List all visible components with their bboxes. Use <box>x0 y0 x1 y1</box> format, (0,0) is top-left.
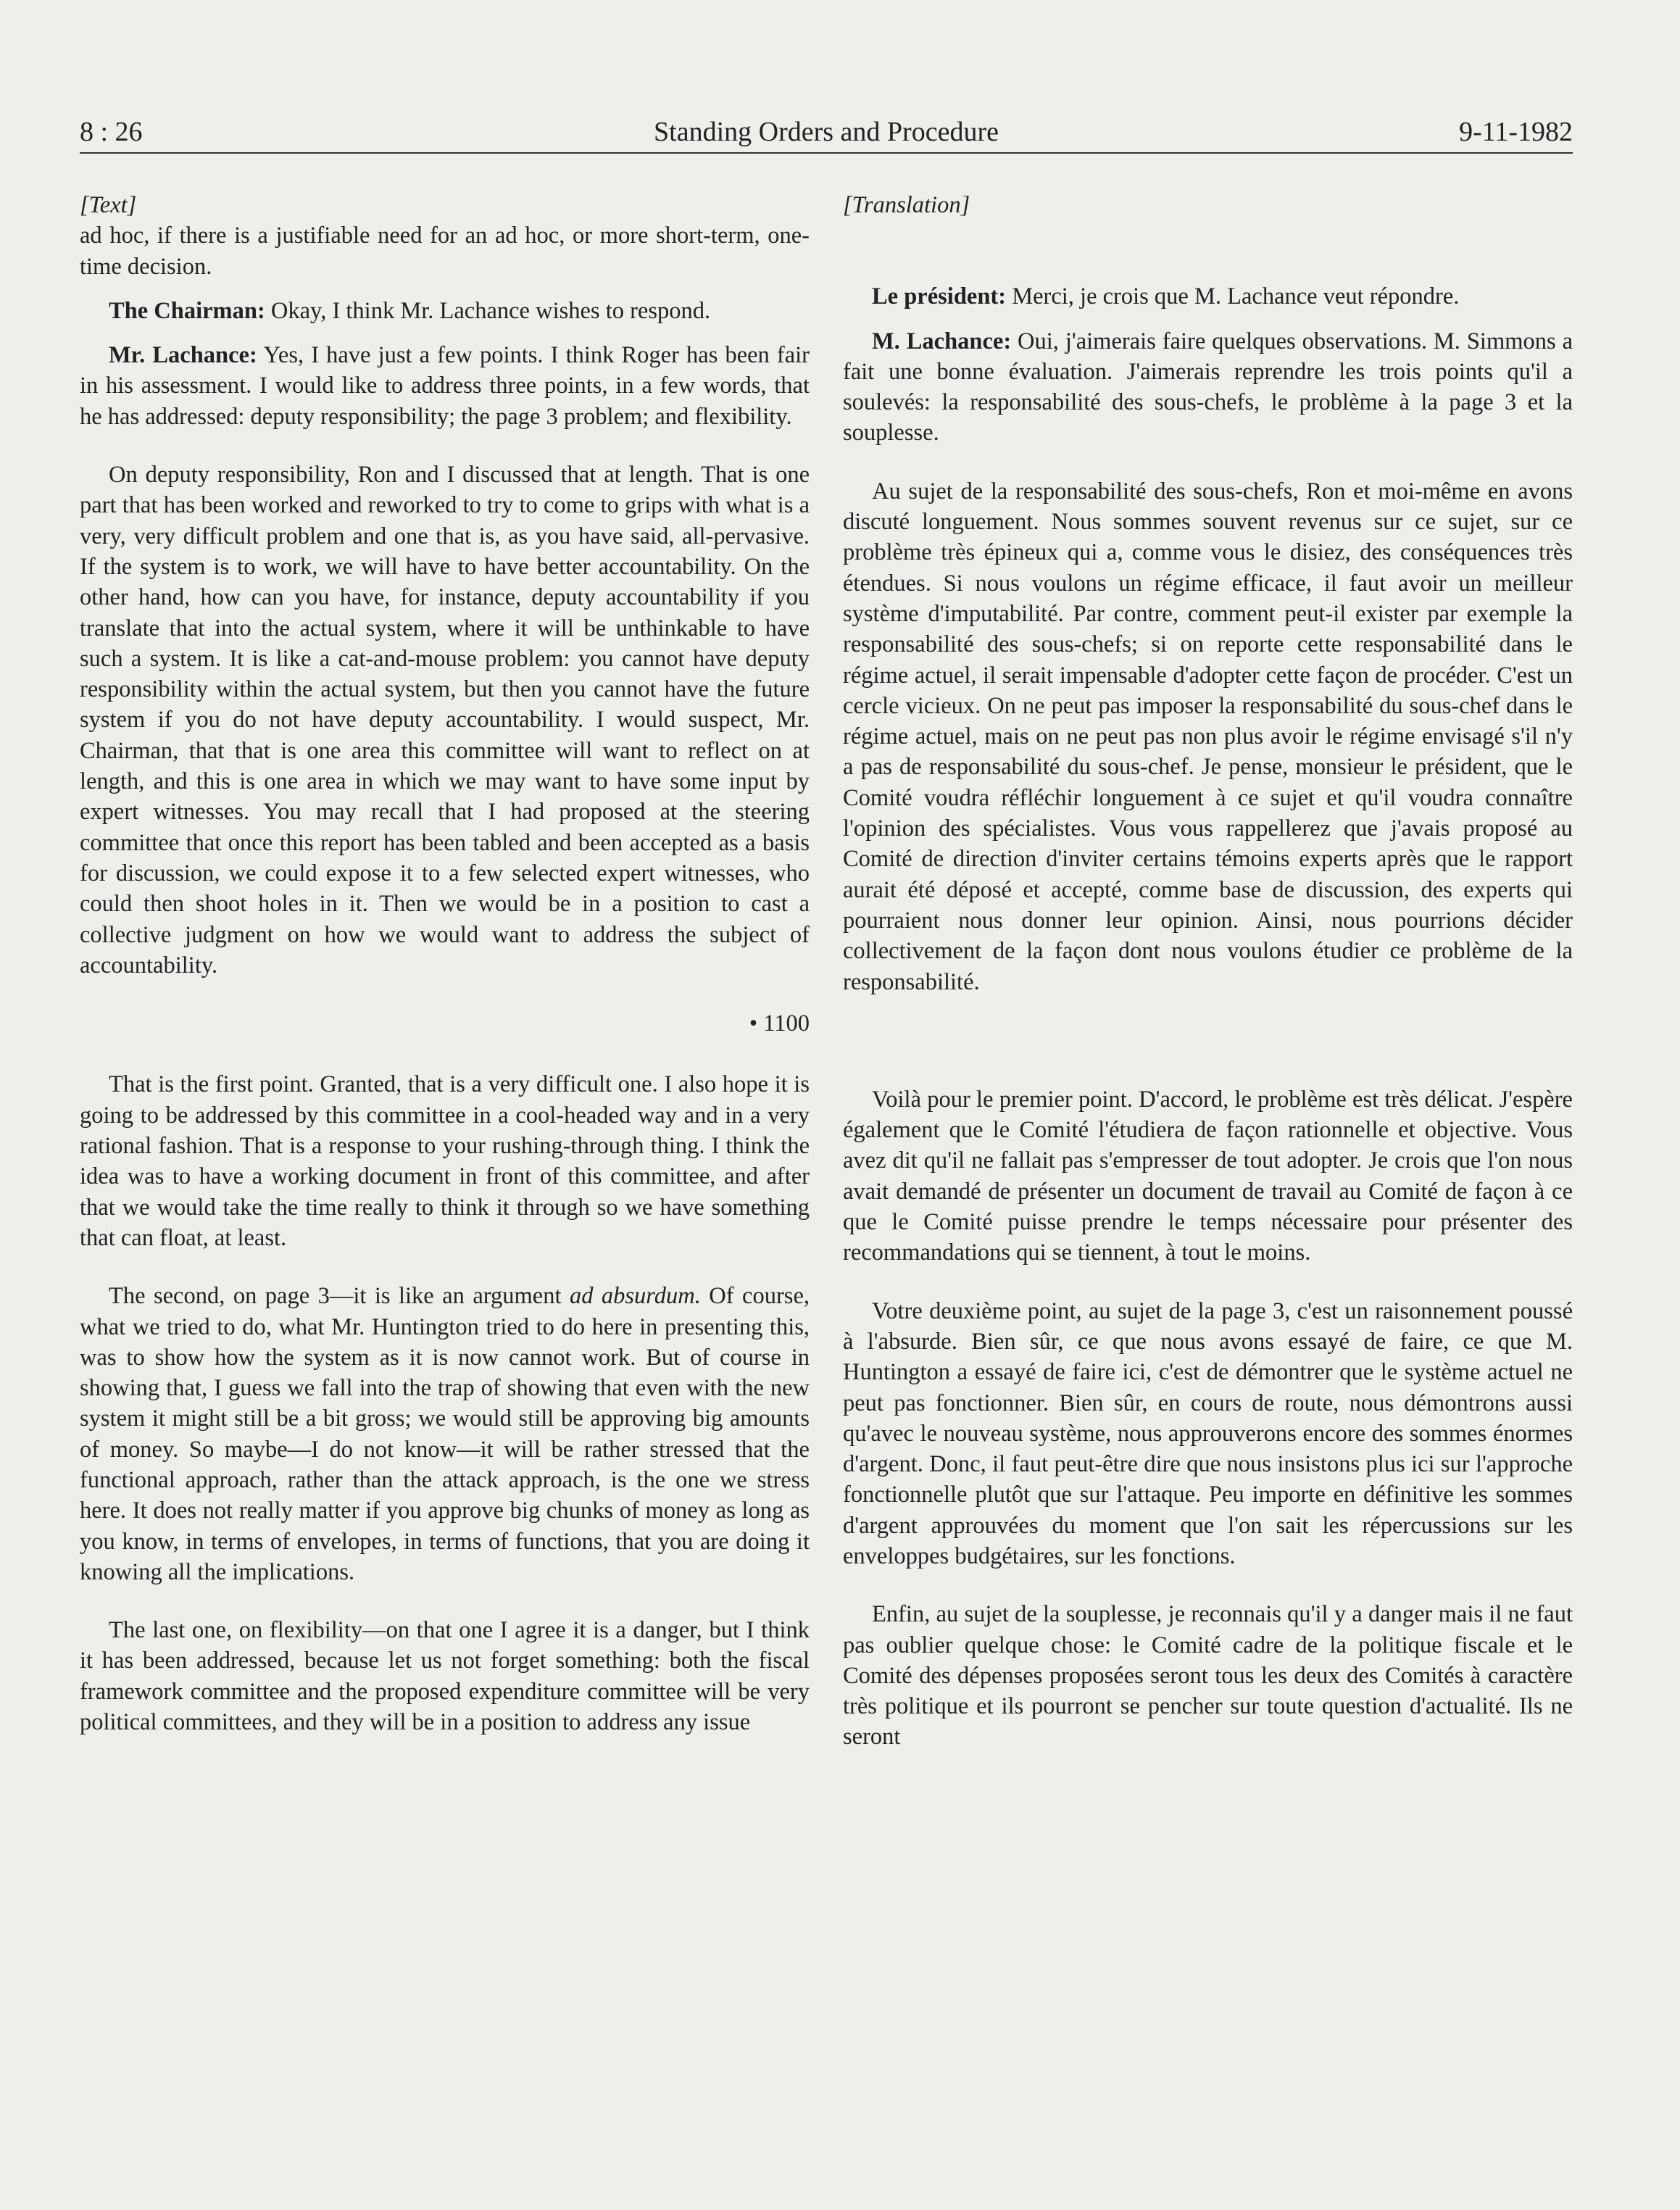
speech-text: Yes, I have just a few points. I think Roger has been fair in his assessment. I would like to address three points, in a few words, that he has addressed: deputy responsibility; the page 3 problem; and flexibility. <box>80 342 810 430</box>
paragraph: The last one, on flexibility—on that one I agree it is a danger, but I think it has been addressed, because let us not forget something: both the fiscal framework committee and the proposed expenditure committee will be very political committees, and they will be in a position to address any issue <box>80 1617 810 1736</box>
paragraph <box>80 296 810 326</box>
page-header <box>80 115 1573 154</box>
french-column <box>843 190 1573 1766</box>
header-date: 9-11-1982 <box>1459 117 1573 147</box>
speech-text: The second, on page 3—it is like an argument <box>109 1283 570 1310</box>
text-tag: [Text] <box>80 192 137 218</box>
speaker-name: Le président: <box>872 283 1007 310</box>
paragraph <box>843 281 1573 312</box>
speech-text: Merci, je crois que M. Lachance veut répondre. <box>1006 283 1460 310</box>
speaker-name: The Chairman: <box>109 297 265 324</box>
translation-tag: [Translation] <box>843 192 970 218</box>
running-title: Standing Orders and Procedure <box>654 117 999 147</box>
page-number: 8 : 26 <box>80 117 143 147</box>
paragraph: Voilà pour le premier point. D'accord, le problème est très délicat. J'espère également que le Comité l'étudiera de façon rationnelle et objective. Vous avez dit qu'il ne fallait pas s'empresser de tout adopter. Je crois que l'on nous avait demandé de présenter un document de travail au Comité de façon à ce que le Comité puisse prendre le temps nécessaire pour présenter des recommandations qui se tiennent, à tout le moins. <box>843 1086 1573 1266</box>
speech-text: Of course, what we tried to do, what Mr. Huntington tried to do here in presenting this, was to show how the system as it is now cannot work. But of course in showing that, I guess we fall into the trap of showing that even with the new system it might still be a bit gross; we would still be approving big amounts of money. So maybe—I do not know—it will be rather stressed that the functional approach, rather than the attack approach, is the one we stress here. It does not really matter if you approve big chunks of money as long as you know, in terms of envelopes, in terms of functions, that you are doing it knowing all the implications. <box>80 1283 810 1585</box>
paragraph <box>843 326 1573 449</box>
paragraph: Au sujet de la responsabilité des sous-chefs, Ron et moi-même en avons discuté longuement. Nous sommes souvent revenus sur ce sujet, sur ce problème très épineux qui a, comme vous le disiez, des conséquences très étendues. Si nous voulons un régime efficace, il faut avoir un meilleur système d'imputabilité. Par contre, comment peut-il exister par exemple la responsabilité des sous-chefs; si on reporte cette responsabilité dans le régime actuel, il serait impensable d'adopter cette façon de procéder. C'est un cercle vicieux. On ne peut pas imposer la responsabilité du sous-chef dans le régime actuel, mais on ne peut pas non plus avoir le régime envisagé s'il n'y a pas de responsabilité du sous-chef. Je pense, monsieur le président, que le Comité voudra réfléchir longuement à ce sujet et qu'il voudra connaître l'opinion des spécialistes. Vous vous rappellerez que j'avais proposé au Comité de direction d'inviter certains témoins experts après que le rapport aurait été déposé et accepté, comme base de discussion, des experts qui pourraient nous donner leur opinion. Ainsi, nous pourrions décider collectivement de la façon dont nous voulons étudier ce problème de la responsabilité. <box>843 478 1573 995</box>
time-marker: • 1100 <box>749 1010 810 1037</box>
speaker-name: Mr. Lachance: <box>109 342 257 369</box>
paragraph <box>80 1281 810 1587</box>
paragraph: Votre deuxième point, au sujet de la page 3, c'est un raisonnement poussé à l'absurde. Bien sûr, ce que nous avons essayé de faire, ce que M. Huntington a essayé de faire ici, c'est de démontrer que le système actuel ne peut pas fonctionner. Bien sûr, en cours de route, nous démontrons aussi qu'avec le nouveau système, nous approuverons encore des sommes énormes d'argent. Donc, il faut peut-être dire que nous insistons plus ici sur l'approche fonctionnelle plutôt que sur l'attaque. Peu importe en définitive les sommes d'argent approuvées du moment que l'on sait les répercussions sur les enveloppes budgétaires, sur les fonctions. <box>843 1297 1573 1569</box>
speech-text: Oui, j'aimerais faire quelques observations. M. Simmons a fait une bonne évaluation. J'aimerais reprendre les trois points qu'il a soulevés: la responsabilité des sous-chefs, le problème à la page 3 et la souplesse. <box>843 328 1573 446</box>
speech-text: Okay, I think Mr. Lachance wishes to respond. <box>265 297 711 324</box>
paragraph <box>80 340 810 432</box>
english-column <box>80 190 810 1751</box>
paragraph: On deputy responsibility, Ron and I discussed that at length. That is one part that has been worked and reworked to try to come to grips with what is a very, very difficult problem and one that is, as you have said, all-pervasive. If the system is to work, we will have to have better accountability. On the other hand, how can you have, for instance, deputy accountability if you translate that into the actual system, where it will be unthinkable to have such a system. It is like a cat-and-mouse problem: you cannot have deputy responsibility within the actual system, but then you cannot have the future system if you do not have deputy accountability. I would suspect, Mr. Chairman, that that is one area this committee will want to reflect on at length, and this is one area in which we may want to have some input by expert witnesses. You may recall that I had proposed at the steering committee that once this report has been tabled and been accepted as a basis for discussion, we could expose it to a few selected expert witnesses, who could then shoot holes in it. Then we would be in a position to cast a collective judgment on how we would want to address the subject of accountability. <box>80 462 810 979</box>
speaker-name: M. Lachance: <box>872 328 1012 354</box>
paragraph: That is the first point. Granted, that is a very difficult one. I also hope it is going to be addressed by this committee in a cool-headed way and in a very rational fashion. That is a response to your rushing-through thing. I think the idea was to have a working document in front of this committee, and after that we would take the time really to think it through so we have something that can float, at least. <box>80 1071 810 1251</box>
italic-phrase: ad absurdum. <box>569 1283 701 1310</box>
paragraph: ad hoc, if there is a justifiable need for an ad hoc, or more short-term, one-time decision. <box>80 223 810 280</box>
paragraph: Enfin, au sujet de la souplesse, je reconnais qu'il y a danger mais il ne faut pas oublier quelque chose: le Comité cadre de la politique fiscale et le Comité des dépenses proposées seront tous les deux des Comités à caractère très politique et ils pourront se pencher sur toute question d'actualité. Ils ne seront <box>843 1601 1573 1750</box>
